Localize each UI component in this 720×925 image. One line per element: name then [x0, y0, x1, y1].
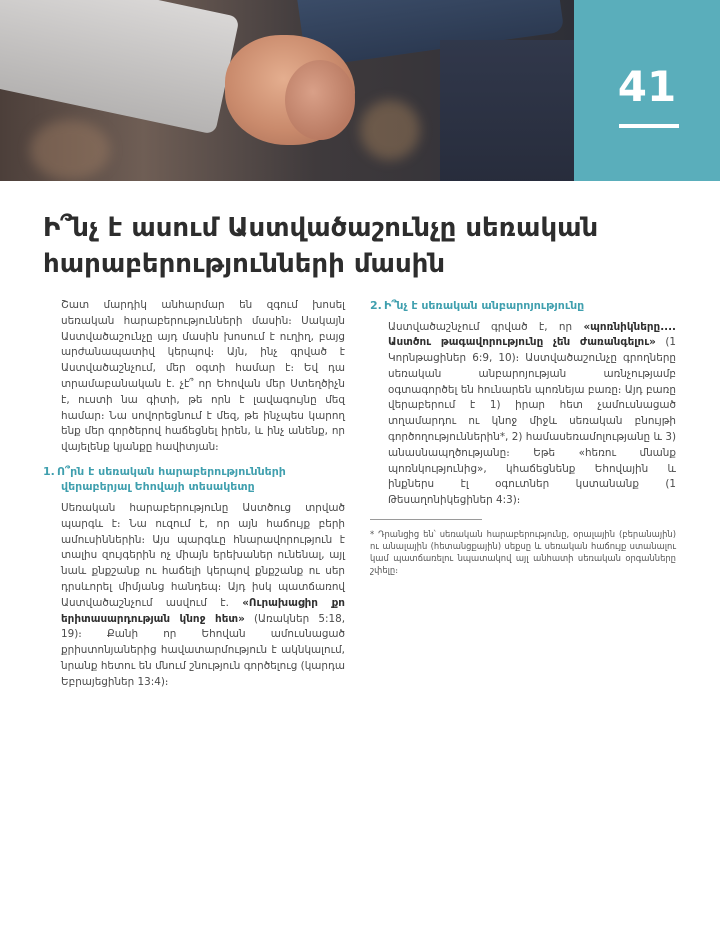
section-1-text-b: (Առակներ 5:18, 19)։ Քանի որ Եհովան ամուսնացած քրիստոնյաներից հավատարմություն է ակնկալում, նրանք հետու են մնում շնություն գործելուց (կարդա Եբրայեցիներ 13:4)։ [61, 612, 345, 688]
section-1-heading [43, 464, 345, 495]
cover-photo [0, 0, 574, 181]
section-1-number: 1. [43, 464, 55, 478]
chapter-number: 41 [617, 62, 677, 111]
section-2-heading [370, 298, 676, 314]
section-2-number: 2. [370, 299, 382, 312]
section-2-heading-text: Ի՞նչ է սեռական անբարոյությունը [384, 299, 585, 312]
section-2-text-b: (1 Կորնթացիներ 6:9, 10)։ Աստվածաշունչը գրողները սեռական անբարոյության առնչությամբ օգտագործել են հունարեն պոռնեյա բառը։ Այդ բառը վերաբերում է 1) իրար հետ չամուսնացած տղամարդու ու կնոջ միջև սեռական բնույթի գործողություններին*, 2) համասեռամոլությանը և 3) անասնապղծությանը։ Եթե «հեռու մնանք պոռնկությունից», կհաճեցնենք Եհովային և ինքներս էլ օգուտներ կստանանք (1 Թեսաղոնիկեցիներ 4:3)։ [388, 336, 676, 507]
section-1-quote: «Ուրախացիր քո երիտասարդության կնոջ հետ» [61, 596, 345, 625]
section-1-heading-line2: վերաբերյալ Եհովայի տեսակետը [61, 480, 255, 494]
section-1-heading-line1: Ո՞րն է սեռական հարաբերությունների [57, 464, 286, 478]
section-2-quote: «պոռնիկները.... Աստծու թագավորությունը չեն ժառանգելու» [388, 320, 676, 349]
footnote-divider [370, 519, 482, 520]
chapter-number-block [574, 0, 720, 181]
footnote: * Դրանցից են՝ սեռական հարաբերությունը, օրալային (բերանային) ու անալային (հետանցքային) սեքսը և սեռական հաճույք ստանալու կամ պատճառելու նպատակով այլ անհատի սեռական օրգանները շփելը։ [370, 529, 676, 576]
section-2-text-a: Աստվածաշնչում գրված է, որ [388, 320, 573, 333]
section-2-paragraph [370, 320, 676, 510]
right-column [370, 298, 676, 576]
section-1-paragraph [43, 501, 345, 691]
page-title: Ի՞նչ է ասում Աստվածաշունչը սեռական հարաբերությունների մասին [43, 213, 599, 279]
section-1-text-a: Սեռական հարաբերությունը Աստծուց տրված պարգև է։ Նա ուզում է, որ այն հաճույք բերի ամուսիններին։ Այս պարգևը հնարավորություն է տալիս զույգերին ոչ միայն երեխաներ ունենալ, այլ նաև քնքշանք ու հաճելի կերպով քնքշանք ու սեր դրսևորել միմյանց հանդեպ։ Այդ իսկ պատճառով Աստվածաշնչում ասվում է. [61, 501, 345, 609]
chapter-number-underline [619, 124, 679, 128]
intro-paragraph: Շատ մարդիկ անհարմար են զգում խոսել սեռական հարաբերությունների մասին։ Սակայն Աստվածաշունչը այդ մասին խոսում է ուղիղ, բայց արժանապատիվ կերպով։ Այն, ինչ գրված է Աստվածաշնչում, մեր օգտի համար է։ Եվ դա տրամաբանական է. չէ՞ որ Եհովան մեր Ստեղծիչն է, ուստի նա գիտի, թե որն է լավագույնը մեզ համար։ Նա սովորեցնում է մեզ, թե ինչպես կարող ենք մեր գործերով հաճեցնել իրեն, և ինչ անենք, որ վայելենք կյանքը հավիտյան։ [61, 299, 345, 454]
left-column [43, 298, 345, 697]
